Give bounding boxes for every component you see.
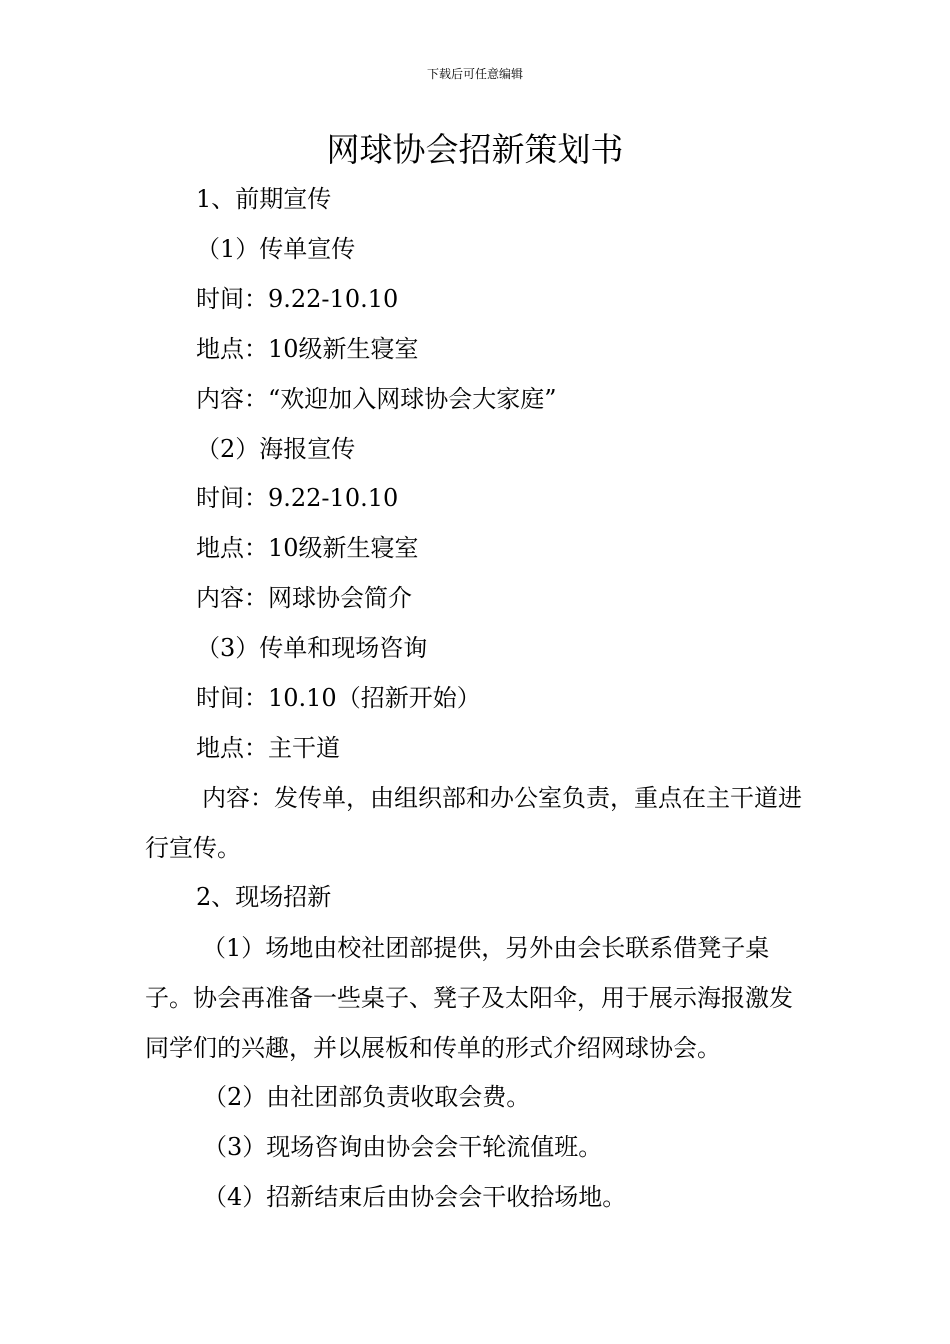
- leaflet-content: 内容：“欢迎加入网球协会大家庭”: [196, 385, 557, 413]
- consultation-content-paragraph: 内容：发传单，由组织部和办公室负责，重点在主干道进行宣传。: [145, 784, 802, 862]
- subsection-consultation: （3）传单和现场咨询: [196, 634, 428, 662]
- site-paragraph: （1）场地由校社团部提供，另外由会长联系借凳子桌子。协会再准备一些桌子、凳子及太阳伞，用于展示海报激发同学们的兴趣，并以展板和传单的形式介绍网球协会。: [145, 934, 793, 1062]
- document-title: 网球协会招新策划书: [326, 130, 624, 169]
- duty-item: （3）现场咨询由协会会干轮流值班。: [203, 1133, 603, 1161]
- fee-item: （2）由社团部负责收取会费。: [203, 1083, 531, 1111]
- consultation-location: 地点：主干道: [196, 734, 340, 762]
- header-note: 下载后可任意编辑: [426, 67, 523, 81]
- poster-content: 内容：网球协会简介: [196, 584, 412, 612]
- section-1-heading: 1、前期宣传: [196, 185, 332, 213]
- leaflet-time: 时间：9.22-10.10: [196, 285, 399, 313]
- subsection-poster: （2）海报宣传: [196, 435, 356, 463]
- section-2-heading: 2、现场招新: [196, 883, 332, 911]
- consultation-time: 时间：10.10（招新开始）: [196, 684, 481, 712]
- poster-time: 时间：9.22-10.10: [196, 484, 399, 512]
- leaflet-location: 地点：10级新生寝室: [196, 335, 419, 363]
- subsection-leaflet: （1）传单宣传: [196, 235, 356, 263]
- cleanup-item: （4）招新结束后由协会会干收拾场地。: [203, 1183, 627, 1211]
- poster-location: 地点：10级新生寝室: [196, 534, 419, 562]
